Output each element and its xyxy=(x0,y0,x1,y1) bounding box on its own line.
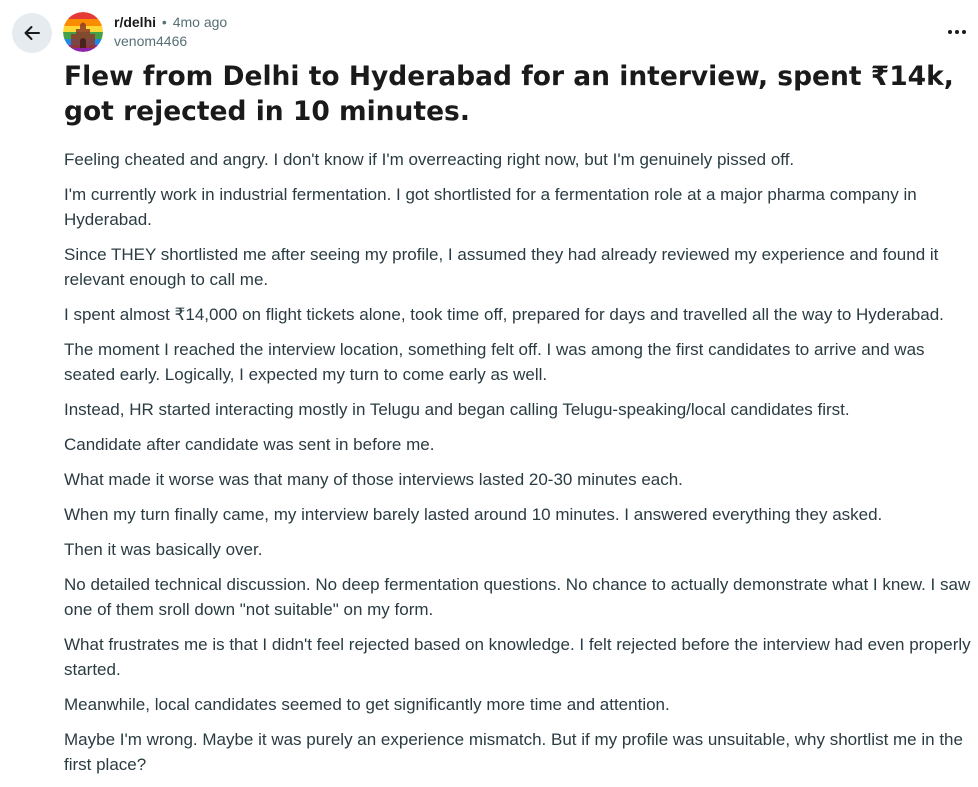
post-paragraph: I spent almost ₹14,000 on flight tickets alone, took time off, prepared for days and travelled all the way to Hyderabad. xyxy=(64,305,944,324)
post-paragraph: Since THEY shortlisted me after seeing my profile, I assumed they had already reviewed my experience and found it relevant enough to call me. xyxy=(64,245,939,289)
post-paragraph: Instead, HR started interacting mostly in Telugu and began calling Telugu-speaking/local candidates first. xyxy=(64,400,850,419)
post-paragraph: No detailed technical discussion. No deep fermentation questions. No chance to actually demonstrate what I knew. I saw one of them sroll down "not suitable" on my form. xyxy=(64,575,971,619)
post-title: Flew from Delhi to Hyderabad for an interview, spent ₹14k, got rejected in 10 minutes. xyxy=(64,61,954,127)
post-paragraph: The moment I reached the interview location, something felt off. I was among the first candidates to arrive and was seated early. Logically, I expected my turn to come early as well. xyxy=(64,340,925,384)
ellipsis-icon xyxy=(947,29,967,35)
post-paragraph: When my turn finally came, my interview barely lasted around 10 minutes. I answered everything they asked. xyxy=(64,505,883,524)
back-button[interactable] xyxy=(12,13,52,53)
post-paragraph: Maybe I'm wrong. Maybe it was purely an experience mismatch. But if my profile was unsuitable, why shortlist me in the first place? xyxy=(64,730,963,774)
post-body xyxy=(64,147,978,787)
subreddit-link[interactable]: r/delhi xyxy=(114,14,157,30)
subreddit-avatar[interactable] xyxy=(63,12,103,52)
post-paragraph: Feeling cheated and angry. I don't know if I'm overreacting right now, but I'm genuinely pissed off. xyxy=(64,150,795,169)
post-paragraph: I'm currently work in industrial fermentation. I got shortlisted for a fermentation role at a major pharma company in Hyderabad. xyxy=(64,185,917,229)
post-meta xyxy=(114,13,227,51)
more-options-button[interactable] xyxy=(940,17,974,47)
post-paragraph: Meanwhile, local candidates seemed to get significantly more time and attention. xyxy=(64,695,670,714)
post-paragraph: Candidate after candidate was sent in before me. xyxy=(64,435,435,454)
post-paragraph: What frustrates me is that I didn't feel rejected based on knowledge. I felt rejected before the interview had even properly started. xyxy=(64,635,971,679)
post-paragraph: What made it worse was that many of those interviews lasted 20-30 minutes each. xyxy=(64,470,683,489)
author-link[interactable]: venom4466 xyxy=(114,33,188,49)
meta-separator: • xyxy=(161,14,167,30)
arrow-left-icon xyxy=(22,23,42,43)
post-age: 4mo ago xyxy=(172,14,228,30)
post-paragraph: Then it was basically over. xyxy=(64,540,263,559)
